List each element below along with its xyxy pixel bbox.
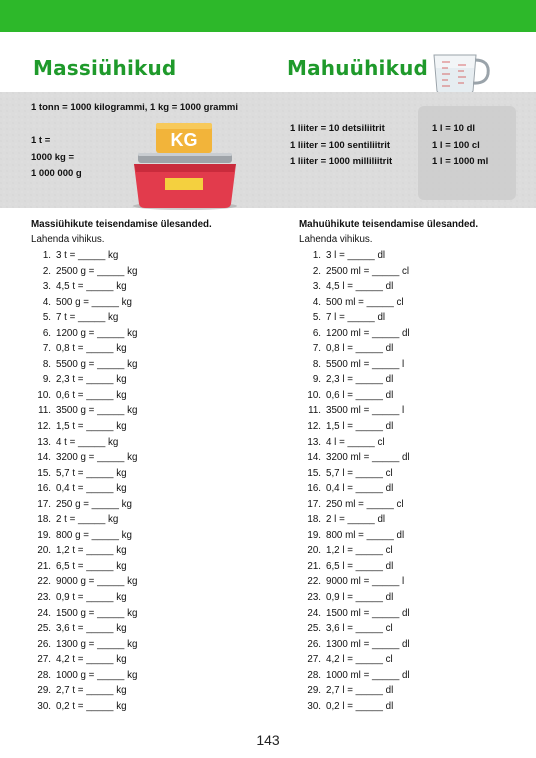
task-item <box>300 528 410 544</box>
mass-units-title: Massiühikud <box>33 56 177 80</box>
task-item <box>300 621 410 637</box>
task-text: 4,5 l = _____ dl <box>326 281 394 293</box>
top-color-bar <box>0 0 536 32</box>
task-item <box>300 652 410 668</box>
task-number: 30. <box>307 700 321 712</box>
task-number: 15. <box>307 467 321 479</box>
task-item <box>30 341 137 357</box>
task-item <box>30 543 137 559</box>
task-number: 20. <box>37 545 51 557</box>
task-text: 9000 g = _____ kg <box>56 576 138 588</box>
task-item <box>300 512 410 528</box>
task-text: 1000 g = _____ kg <box>56 669 138 681</box>
task-text: 250 ml = _____ cl <box>326 498 404 510</box>
volume-line: 1 liiter = 100 sentiliitrit <box>290 139 391 151</box>
task-number: 18. <box>307 514 321 526</box>
mass-line: 1 000 000 g <box>31 168 82 179</box>
volume-line: 1 l = 100 cl <box>432 139 480 151</box>
task-item <box>30 372 137 388</box>
task-text: 2,3 t = _____ kg <box>56 374 127 386</box>
task-number: 12. <box>307 421 321 433</box>
task-number: 1. <box>42 250 51 261</box>
task-number: 30. <box>37 700 51 712</box>
task-text: 5500 g = _____ kg <box>56 358 138 370</box>
task-item <box>30 279 137 295</box>
task-text: 6,5 t = _____ kg <box>56 560 127 572</box>
task-item <box>300 264 410 280</box>
task-number: 9. <box>42 374 51 386</box>
task-item <box>30 326 137 342</box>
volume-line: 1 liiter = 1000 milliliitrit <box>290 156 393 167</box>
task-number: 6. <box>42 327 51 339</box>
task-text: 250 g = _____ kg <box>56 498 132 510</box>
task-item <box>300 497 410 513</box>
task-number: 23. <box>37 592 51 604</box>
task-text: 0,2 t = _____ kg <box>56 700 127 712</box>
task-text: 1000 ml = _____ dl <box>326 669 410 681</box>
task-item <box>300 699 410 715</box>
volume-units-title: Mahuühikud <box>287 56 429 80</box>
task-number: 27. <box>307 654 321 666</box>
task-number: 22. <box>37 576 51 588</box>
task-text: 6,5 l = _____ dl <box>326 560 394 572</box>
task-item <box>300 295 410 311</box>
task-text: 2 l = _____ dl <box>326 514 386 526</box>
task-item <box>30 497 137 513</box>
task-item <box>300 543 410 559</box>
task-item <box>30 668 137 684</box>
task-text: 3200 ml = _____ dl <box>326 452 410 464</box>
task-number: 8. <box>312 358 321 370</box>
task-text: 1,2 t = _____ kg <box>56 545 127 557</box>
task-number: 10. <box>37 389 51 401</box>
task-text: 4 l = _____ cl <box>326 436 385 448</box>
task-item <box>300 466 410 482</box>
mass-tasks-title: Massiühikute teisendamise ülesanded. <box>31 219 212 230</box>
task-text: 9000 ml = _____ l <box>326 576 405 588</box>
task-item <box>30 264 137 280</box>
task-text: 5,7 l = _____ cl <box>326 467 393 479</box>
volume-line: 1 liiter = 10 detsiliitrit <box>290 123 385 134</box>
task-text: 0,9 t = _____ kg <box>56 592 127 604</box>
task-number: 22. <box>307 576 321 588</box>
task-text: 3500 ml = _____ l <box>326 405 405 417</box>
task-item <box>30 466 137 482</box>
task-text: 0,8 t = _____ kg <box>56 343 127 355</box>
task-number: 11. <box>308 405 321 417</box>
task-text: 0,2 l = _____ dl <box>326 700 394 712</box>
task-item <box>300 637 410 653</box>
task-item <box>300 310 410 326</box>
measuring-cup-icon <box>428 52 494 94</box>
task-item <box>30 528 137 544</box>
task-item <box>300 419 410 435</box>
task-item <box>30 652 137 668</box>
task-item <box>300 326 410 342</box>
task-text: 7 t = _____ kg <box>56 312 119 324</box>
task-text: 3,6 l = _____ cl <box>326 623 393 635</box>
task-text: 0,9 l = _____ dl <box>326 592 394 604</box>
task-number: 20. <box>307 545 321 557</box>
task-item <box>300 668 410 684</box>
task-item <box>30 637 137 653</box>
task-item <box>300 683 410 699</box>
task-number: 21. <box>37 560 51 572</box>
volume-tasks-title: Mahuühikute teisendamise ülesanded. <box>299 219 479 230</box>
task-number: 4. <box>312 296 321 308</box>
task-number: 3. <box>312 281 321 293</box>
task-number: 19. <box>37 529 51 541</box>
task-number: 9. <box>312 374 321 386</box>
volume-line: 1 l = 10 dl <box>432 123 476 134</box>
task-text: 1,2 l = _____ cl <box>326 545 393 557</box>
task-number: 18. <box>37 514 51 526</box>
task-number: 16. <box>37 483 51 495</box>
task-text: 4,2 t = _____ kg <box>56 654 127 666</box>
task-item <box>30 248 137 264</box>
task-item <box>300 341 410 357</box>
task-item <box>30 419 137 435</box>
task-item <box>300 606 410 622</box>
task-item <box>30 559 137 575</box>
task-item <box>30 683 137 699</box>
task-text: 2,7 t = _____ kg <box>56 685 127 697</box>
task-text: 500 g = _____ kg <box>56 296 132 308</box>
task-item <box>30 295 137 311</box>
task-text: 3 l = _____ dl <box>326 250 386 261</box>
task-number: 4. <box>42 296 51 308</box>
task-item <box>30 435 137 451</box>
task-item <box>30 357 137 373</box>
task-item <box>30 512 137 528</box>
task-text: 4 t = _____ kg <box>56 436 119 448</box>
task-text: 0,4 t = _____ kg <box>56 483 127 495</box>
task-text: 5500 ml = _____ l <box>326 358 405 370</box>
task-number: 13. <box>307 436 321 448</box>
task-number: 2. <box>42 265 51 277</box>
mass-tasks-subtitle: Lahenda vihikus. <box>31 234 105 245</box>
page-number: 143 <box>256 732 280 748</box>
task-item <box>300 388 410 404</box>
task-item <box>300 559 410 575</box>
task-text: 1200 ml = _____ dl <box>326 327 410 339</box>
task-text: 2,7 l = _____ dl <box>326 685 394 697</box>
task-text: 5,7 t = _____ kg <box>56 467 127 479</box>
task-number: 23. <box>307 592 321 604</box>
task-number: 29. <box>307 685 321 697</box>
task-number: 16. <box>307 483 321 495</box>
task-text: 3500 g = _____ kg <box>56 405 138 417</box>
mass-conversion-heading: 1 tonn = 1000 kilogrammi, 1 kg = 1000 grammi <box>31 102 238 113</box>
mass-conversion-values <box>31 133 82 183</box>
task-number: 19. <box>307 529 321 541</box>
task-number: 7. <box>42 343 51 355</box>
task-item <box>300 450 410 466</box>
task-item <box>30 590 137 606</box>
task-item <box>30 699 137 715</box>
task-text: 1300 g = _____ kg <box>56 638 138 650</box>
task-item <box>30 606 137 622</box>
task-text: 1300 ml = _____ dl <box>326 638 410 650</box>
task-item <box>300 403 410 419</box>
scale-weight-label: KG <box>170 130 198 150</box>
task-text: 800 g = _____ kg <box>56 529 132 541</box>
task-text: 2500 g = _____ kg <box>56 265 138 277</box>
mass-task-list <box>30 248 137 714</box>
task-text: 0,6 t = _____ kg <box>56 389 127 401</box>
task-text: 1500 g = _____ kg <box>56 607 138 619</box>
task-text: 2 t = _____ kg <box>56 514 119 526</box>
task-number: 5. <box>312 312 321 324</box>
task-text: 2500 ml = _____ cl <box>326 265 410 277</box>
mass-line: 1 t = <box>31 135 51 146</box>
task-number: 2. <box>312 265 321 277</box>
task-number: 26. <box>307 638 321 650</box>
task-item <box>300 481 410 497</box>
task-item <box>30 310 137 326</box>
task-item <box>300 357 410 373</box>
volume-conversion-left <box>290 121 392 171</box>
task-text: 1500 ml = _____ dl <box>326 607 410 619</box>
task-item <box>30 450 137 466</box>
task-number: 3. <box>42 281 51 293</box>
task-number: 5. <box>42 312 51 324</box>
task-text: 1,5 t = _____ kg <box>56 421 127 433</box>
task-text: 800 ml = _____ dl <box>326 529 405 541</box>
task-number: 1. <box>312 250 321 261</box>
task-item <box>30 574 137 590</box>
task-number: 13. <box>37 436 51 448</box>
volume-task-list <box>300 248 410 714</box>
task-number: 21. <box>307 560 321 572</box>
task-number: 17. <box>307 498 321 510</box>
task-number: 8. <box>42 358 51 370</box>
task-text: 3,6 t = _____ kg <box>56 623 127 635</box>
task-text: 3200 g = _____ kg <box>56 452 138 464</box>
task-text: 2,3 l = _____ dl <box>326 374 394 386</box>
task-number: 14. <box>307 452 321 464</box>
volume-conversion-right <box>432 121 488 171</box>
task-item <box>30 388 137 404</box>
task-text: 0,4 l = _____ dl <box>326 483 394 495</box>
task-text: 3 t = _____ kg <box>56 250 119 261</box>
task-number: 24. <box>37 607 51 619</box>
task-number: 25. <box>307 623 321 635</box>
task-number: 15. <box>37 467 51 479</box>
task-text: 1,5 l = _____ dl <box>326 421 394 433</box>
task-number: 27. <box>37 654 51 666</box>
task-text: 0,6 l = _____ dl <box>326 389 394 401</box>
task-number: 17. <box>37 498 51 510</box>
task-text: 0,8 l = _____ dl <box>326 343 394 355</box>
task-number: 10. <box>307 389 321 401</box>
task-item <box>300 372 410 388</box>
kitchen-scale-icon <box>130 120 240 210</box>
task-text: 4,2 l = _____ cl <box>326 654 393 666</box>
task-number: 7. <box>312 343 321 355</box>
task-number: 14. <box>37 452 51 464</box>
task-text: 4,5 t = _____ kg <box>56 281 127 293</box>
task-item <box>30 621 137 637</box>
task-item <box>300 574 410 590</box>
mass-line: 1000 kg = <box>31 151 75 163</box>
volume-tasks-subtitle: Lahenda vihikus. <box>299 234 373 245</box>
task-item <box>30 403 137 419</box>
task-number: 6. <box>312 327 321 339</box>
task-item <box>300 279 410 295</box>
task-number: 29. <box>37 685 51 697</box>
task-number: 25. <box>37 623 51 635</box>
task-number: 28. <box>37 669 51 681</box>
task-number: 28. <box>307 669 321 681</box>
task-item <box>30 481 137 497</box>
task-item <box>300 435 410 451</box>
task-item <box>300 248 410 264</box>
task-item <box>300 590 410 606</box>
task-number: 26. <box>37 638 51 650</box>
task-text: 7 l = _____ dl <box>326 312 386 324</box>
task-number: 11. <box>38 405 51 417</box>
task-text: 1200 g = _____ kg <box>56 327 138 339</box>
task-number: 12. <box>37 421 51 433</box>
task-text: 500 ml = _____ cl <box>326 296 404 308</box>
volume-line: 1 l = 1000 ml <box>432 156 489 167</box>
task-number: 24. <box>307 607 321 619</box>
